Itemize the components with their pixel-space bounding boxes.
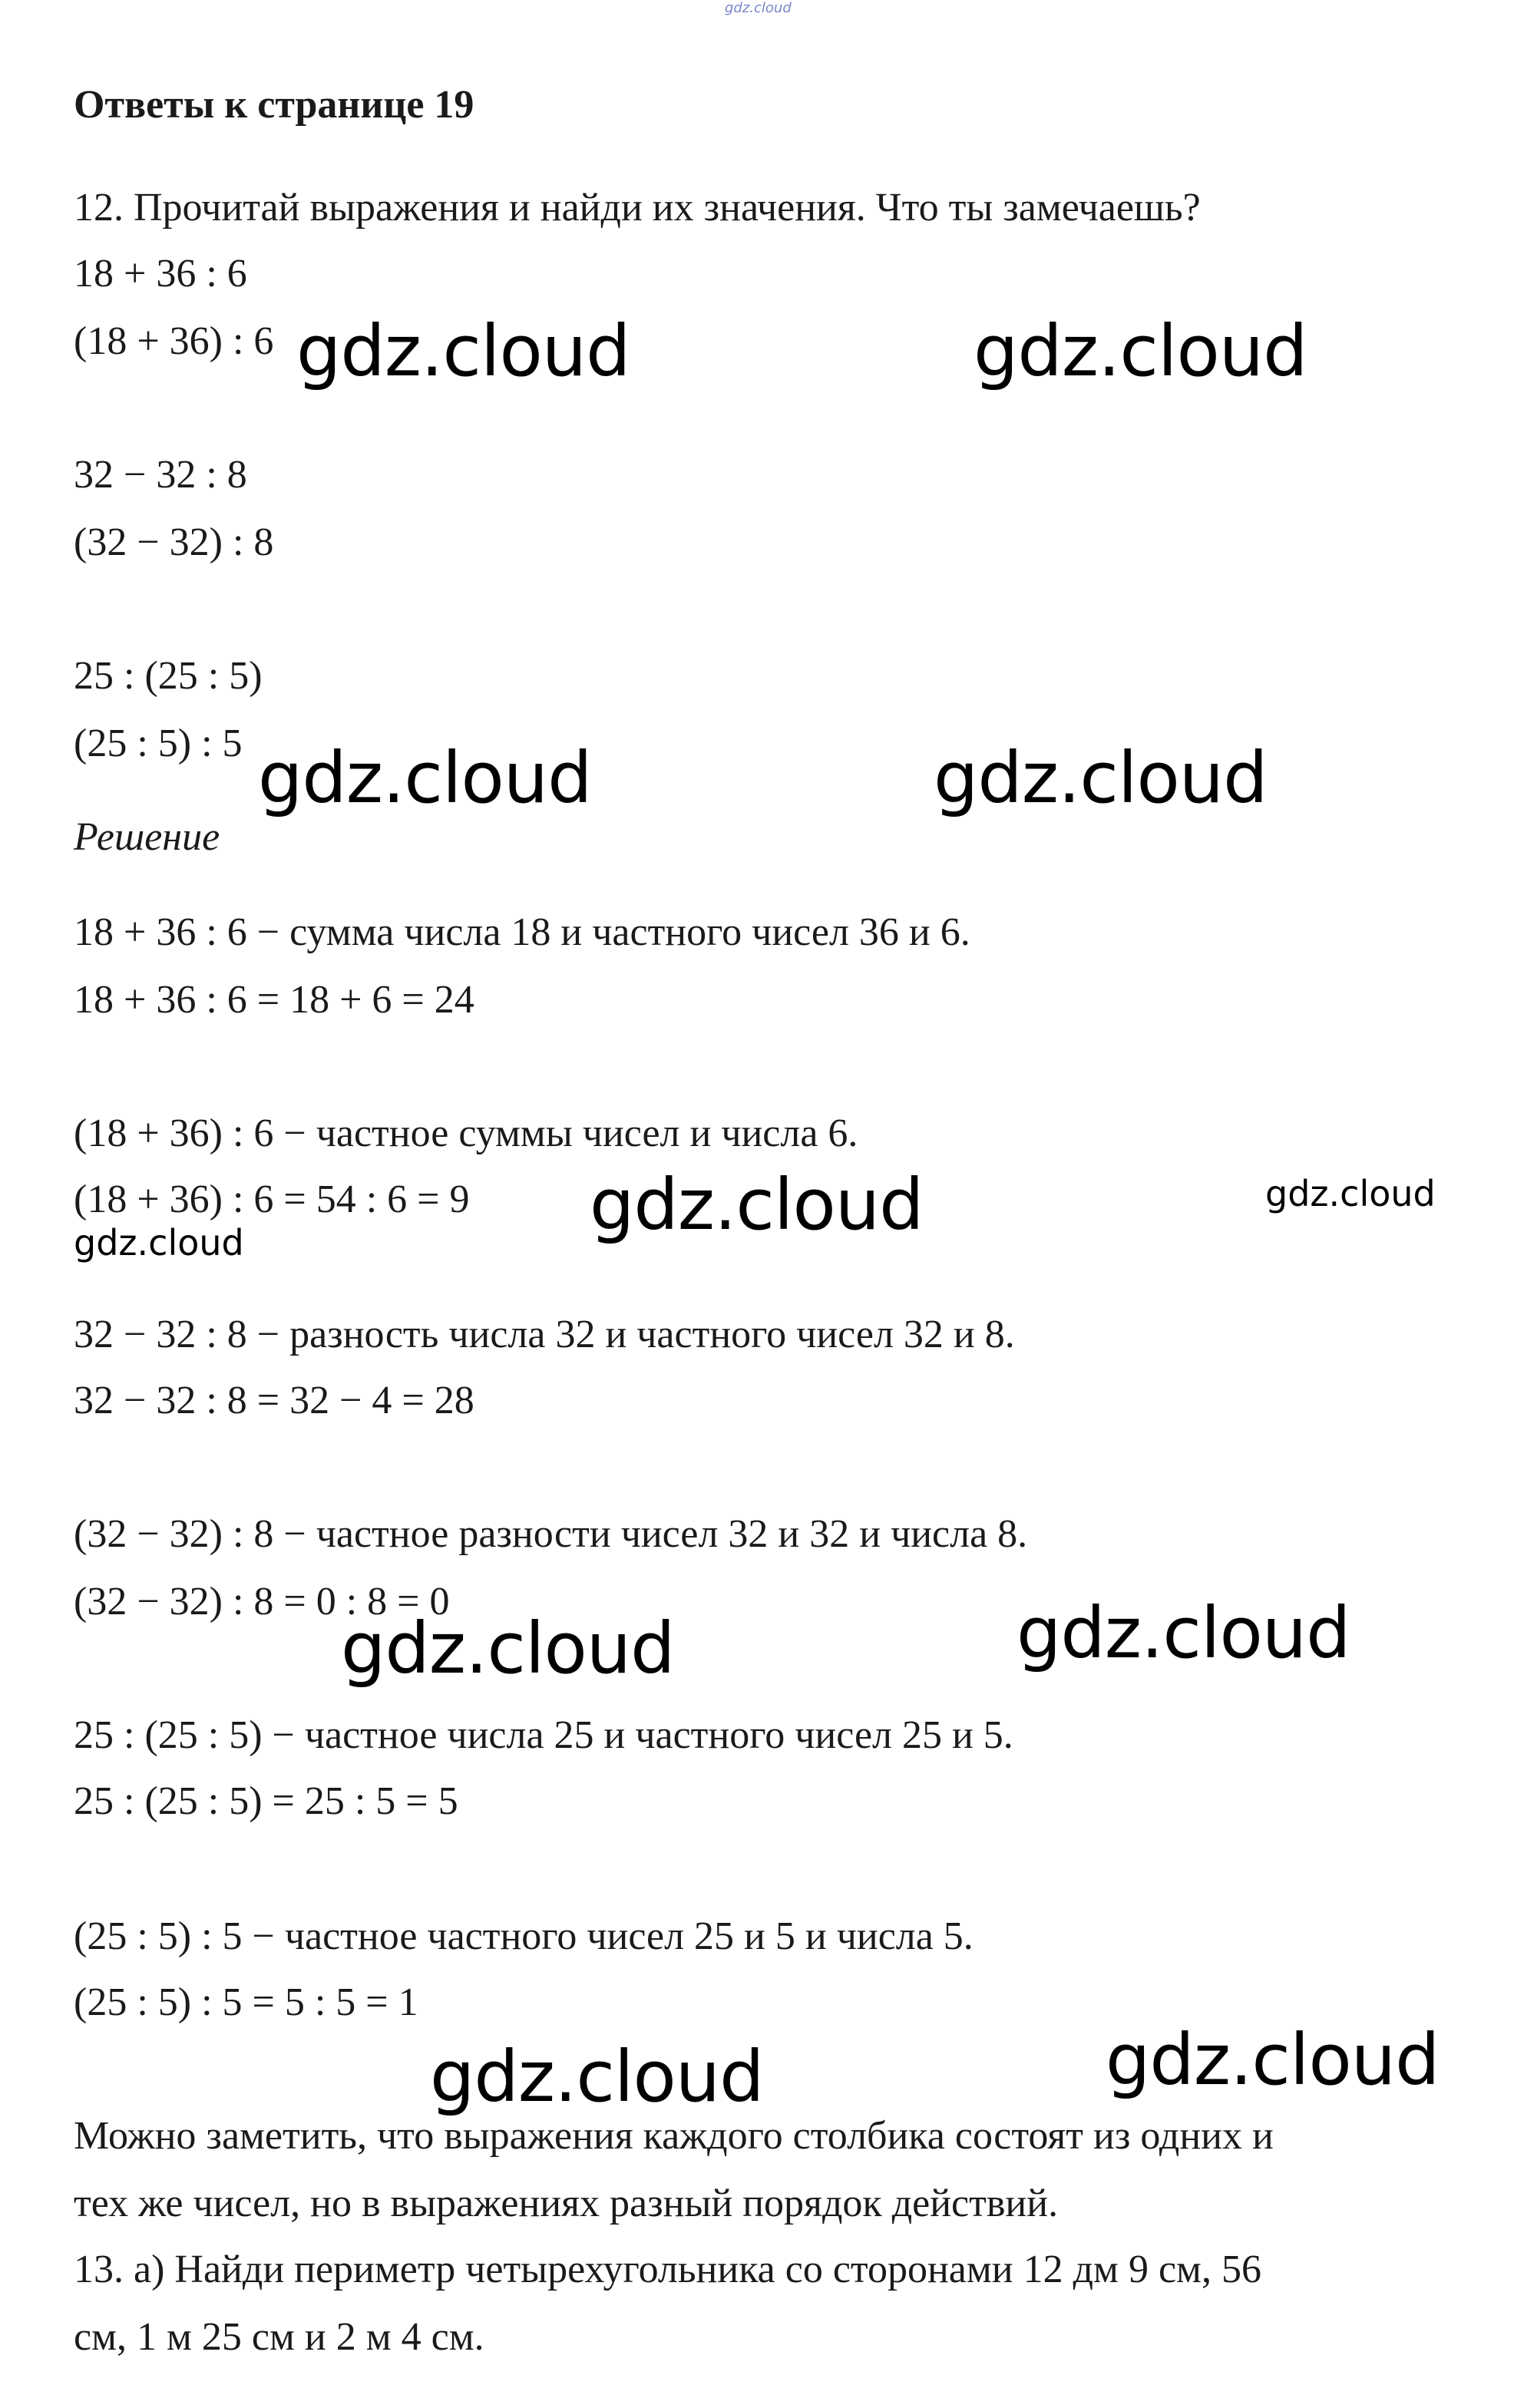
watermark: gdz.cloud bbox=[1265, 1173, 1436, 1214]
solution-line: (32 − 32) : 8 − частное разности чисел 32 и 32 и числа 8. bbox=[74, 1512, 1028, 1556]
watermark: gdz.cloud bbox=[1106, 2019, 1440, 2101]
task12-question: 12. Прочитай выражения и найди их значения. Что ты замечаешь? bbox=[74, 186, 1201, 230]
expression: (18 + 36) : 6 bbox=[74, 319, 274, 363]
solution-line: 32 − 32 : 8 = 32 − 4 = 28 bbox=[74, 1379, 474, 1422]
watermark: gdz.cloud bbox=[934, 737, 1268, 819]
conclusion-line: тех же чисел, но в выражениях разный порядок действий. bbox=[74, 2182, 1059, 2225]
watermark: gdz.cloud bbox=[296, 310, 630, 392]
expression: (32 − 32) : 8 bbox=[74, 520, 274, 564]
solution-line: (25 : 5) : 5 = 5 : 5 = 1 bbox=[74, 1980, 418, 2024]
solution-line: (18 + 36) : 6 = 54 : 6 = 9 bbox=[74, 1178, 470, 1221]
header-watermark: gdz.cloud bbox=[725, 0, 792, 16]
solution-line: 18 + 36 : 6 = 18 + 6 = 24 bbox=[74, 978, 474, 1022]
solution-line: (25 : 5) : 5 − частное частного чисел 25 и 5 и числа 5. bbox=[74, 1914, 974, 1958]
watermark: gdz.cloud bbox=[74, 1222, 244, 1263]
solution-line: 25 : (25 : 5) − частное числа 25 и частного чисел 25 и 5. bbox=[74, 1713, 1013, 1757]
task13-question-line: 13. а) Найди периметр четырехугольника со сторонами 12 дм 9 см, 56 bbox=[74, 2248, 1261, 2291]
conclusion-line: Можно заметить, что выражения каждого столбика состоят из одних и bbox=[74, 2114, 1274, 2158]
expression: (25 : 5) : 5 bbox=[74, 722, 243, 765]
watermark: gdz.cloud bbox=[1016, 1592, 1350, 1674]
solution-line: 18 + 36 : 6 − сумма числа 18 и частного чисел 36 и 6. bbox=[74, 910, 970, 954]
solution-line: (18 + 36) : 6 − частное суммы чисел и числа 6. bbox=[74, 1112, 858, 1155]
page-title: Ответы к странице 19 bbox=[74, 83, 474, 127]
expression: 25 : (25 : 5) bbox=[74, 654, 263, 698]
watermark: gdz.cloud bbox=[430, 2036, 764, 2118]
watermark: gdz.cloud bbox=[258, 737, 592, 819]
solution-line: 32 − 32 : 8 − разность числа 32 и частного чисел 32 и 8. bbox=[74, 1313, 1015, 1356]
solution-line: 25 : (25 : 5) = 25 : 5 = 5 bbox=[74, 1779, 458, 1823]
expression: 32 − 32 : 8 bbox=[74, 453, 247, 497]
expression: 18 + 36 : 6 bbox=[74, 252, 247, 296]
watermark: gdz.cloud bbox=[590, 1164, 924, 1246]
solution-label: Решение bbox=[74, 815, 220, 859]
solution-line: (32 − 32) : 8 = 0 : 8 = 0 bbox=[74, 1580, 450, 1624]
watermark: gdz.cloud bbox=[341, 1607, 675, 1690]
task13-question-line: см, 1 м 25 см и 2 м 4 см. bbox=[74, 2315, 484, 2359]
watermark: gdz.cloud bbox=[974, 310, 1307, 392]
